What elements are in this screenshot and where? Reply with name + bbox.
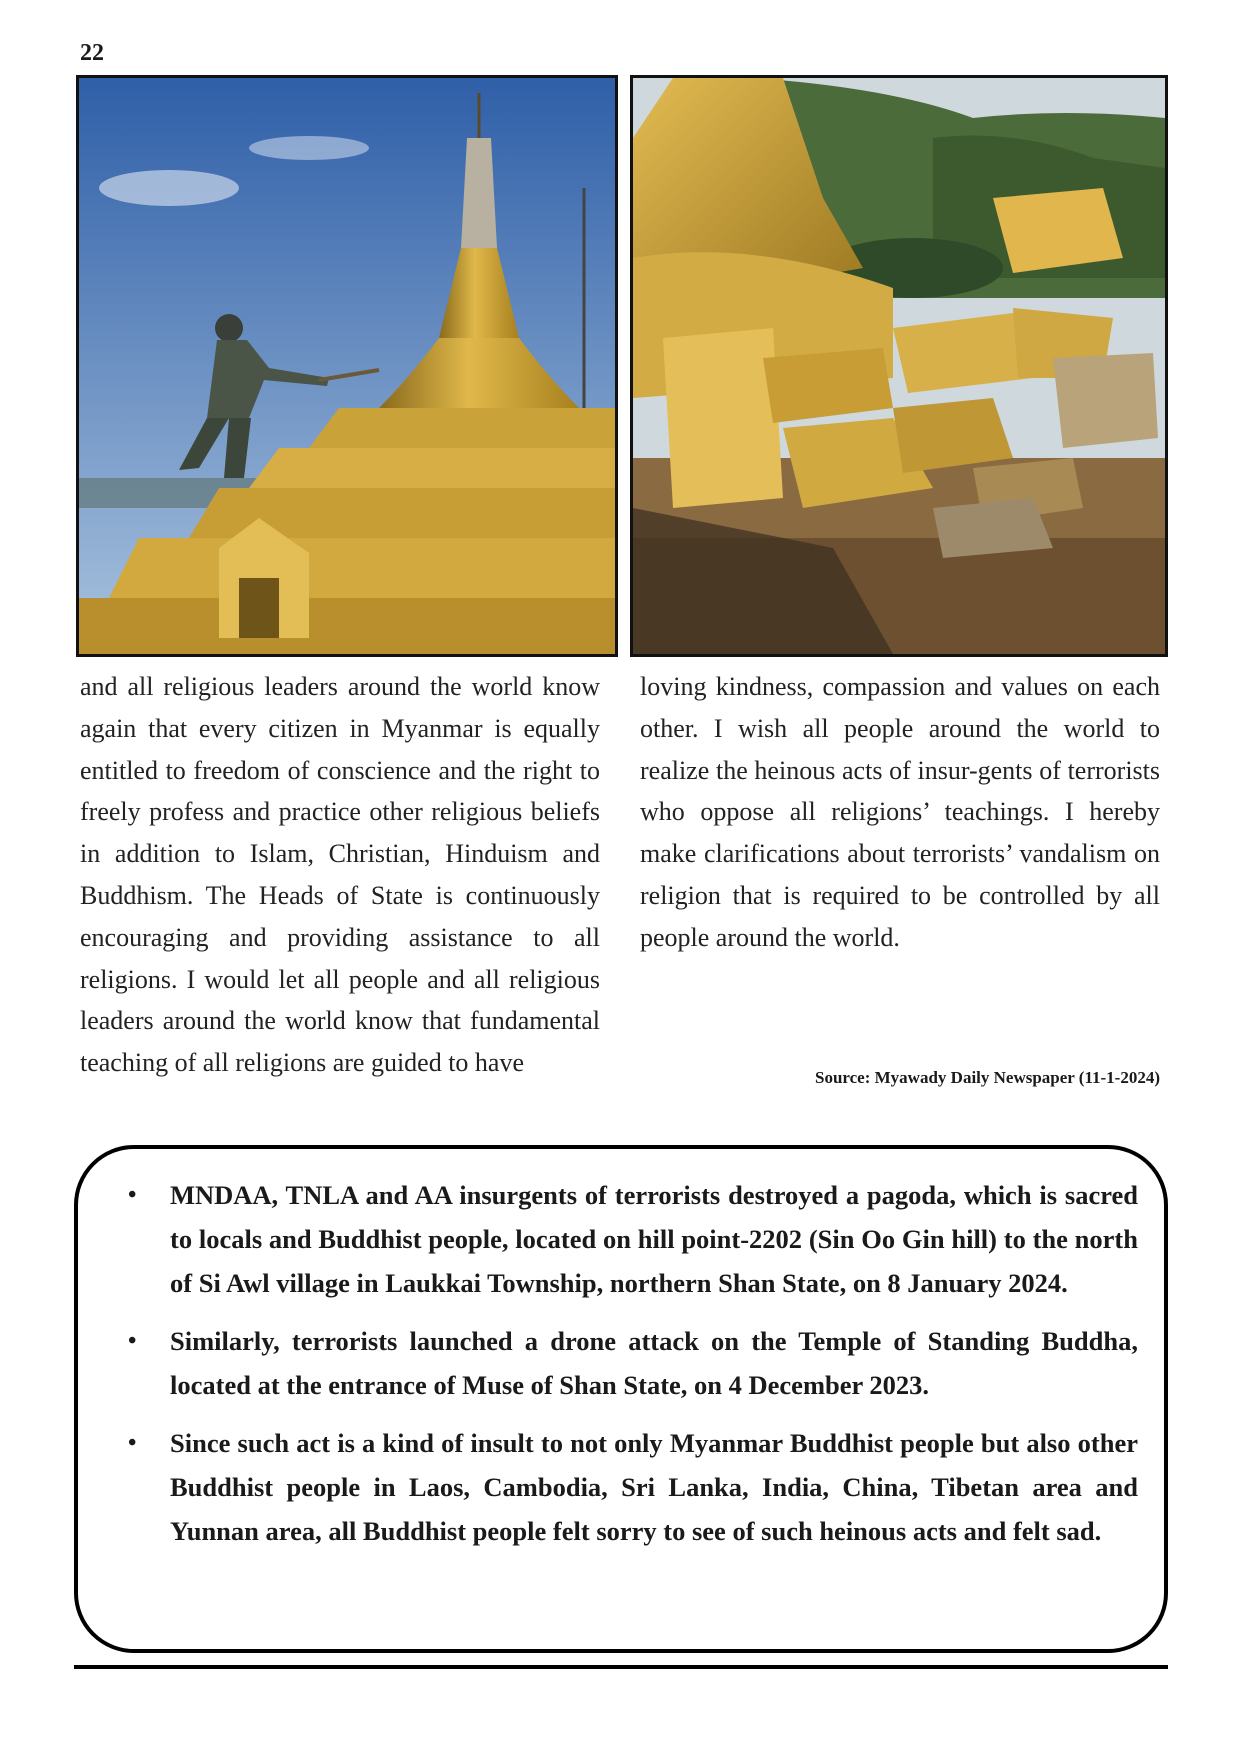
highlight-item [122,1173,1138,1305]
highlight-list [122,1173,1138,1553]
golden-pagoda-photo [76,75,618,657]
article-right-column: loving kindness, compassion and values on each other. I wish all people around the world to realize the heinous acts of insur-gents of terrorists who oppose all religions’ teachings. I hereby make clarifications about terrorists’ vandalism on religion that is required to be controlled by all people around the world. [640,672,1160,952]
destroyed-pagoda-photo [630,75,1168,657]
bullet-icon: • [128,1328,137,1354]
page-number: 22 [80,40,104,66]
highlight-item [122,1319,1138,1407]
bottom-rule [74,1665,1168,1669]
highlight-item [122,1421,1138,1553]
highlight-item-text: Since such act is a kind of insult to not only Myanmar Buddhist people but also other Buddhist people in Laos, Cambodia, Sri Lanka, India, China, Tibetan area and Yunnan area, all Buddhist people felt sorry to see of such heinous acts and felt sad. [170,1428,1138,1546]
golden-pagoda-worker-icon [79,78,615,654]
source-citation: Source: Myawady Daily Newspaper (11-1-2024) [814,1068,1160,1087]
destroyed-pagoda-rubble-icon [633,78,1165,654]
highlight-box [74,1145,1168,1653]
highlight-item-text: MNDAA, TNLA and AA insurgents of terrorists destroyed a pagoda, which is sacred to locals and Buddhist people, located on hill point-2202 (Sin Oo Gin hill) to the north of Si Awl village in Laukkai Township, northern Shan State, on 8 January 2024. [170,1180,1138,1298]
bullet-icon: • [128,1430,137,1456]
bullet-icon: • [128,1182,137,1208]
highlight-item-text: Similarly, terrorists launched a drone attack on the Temple of Standing Buddha, located at the entrance of Muse of Shan State, on 4 December 2023. [170,1326,1138,1400]
article-left-column: and all religious leaders around the world know again that every citizen in Myanmar is equally entitled to freedom of conscience and the right to freely profess and practice other religious beliefs in addition to Islam, Christian, Hinduism and Buddhism. The Heads of State is continuously encouraging and providing assistance to all religions. I would let all people and all religious leaders around the world know that fundamental teaching of all religions are guided to have [80,672,600,1078]
